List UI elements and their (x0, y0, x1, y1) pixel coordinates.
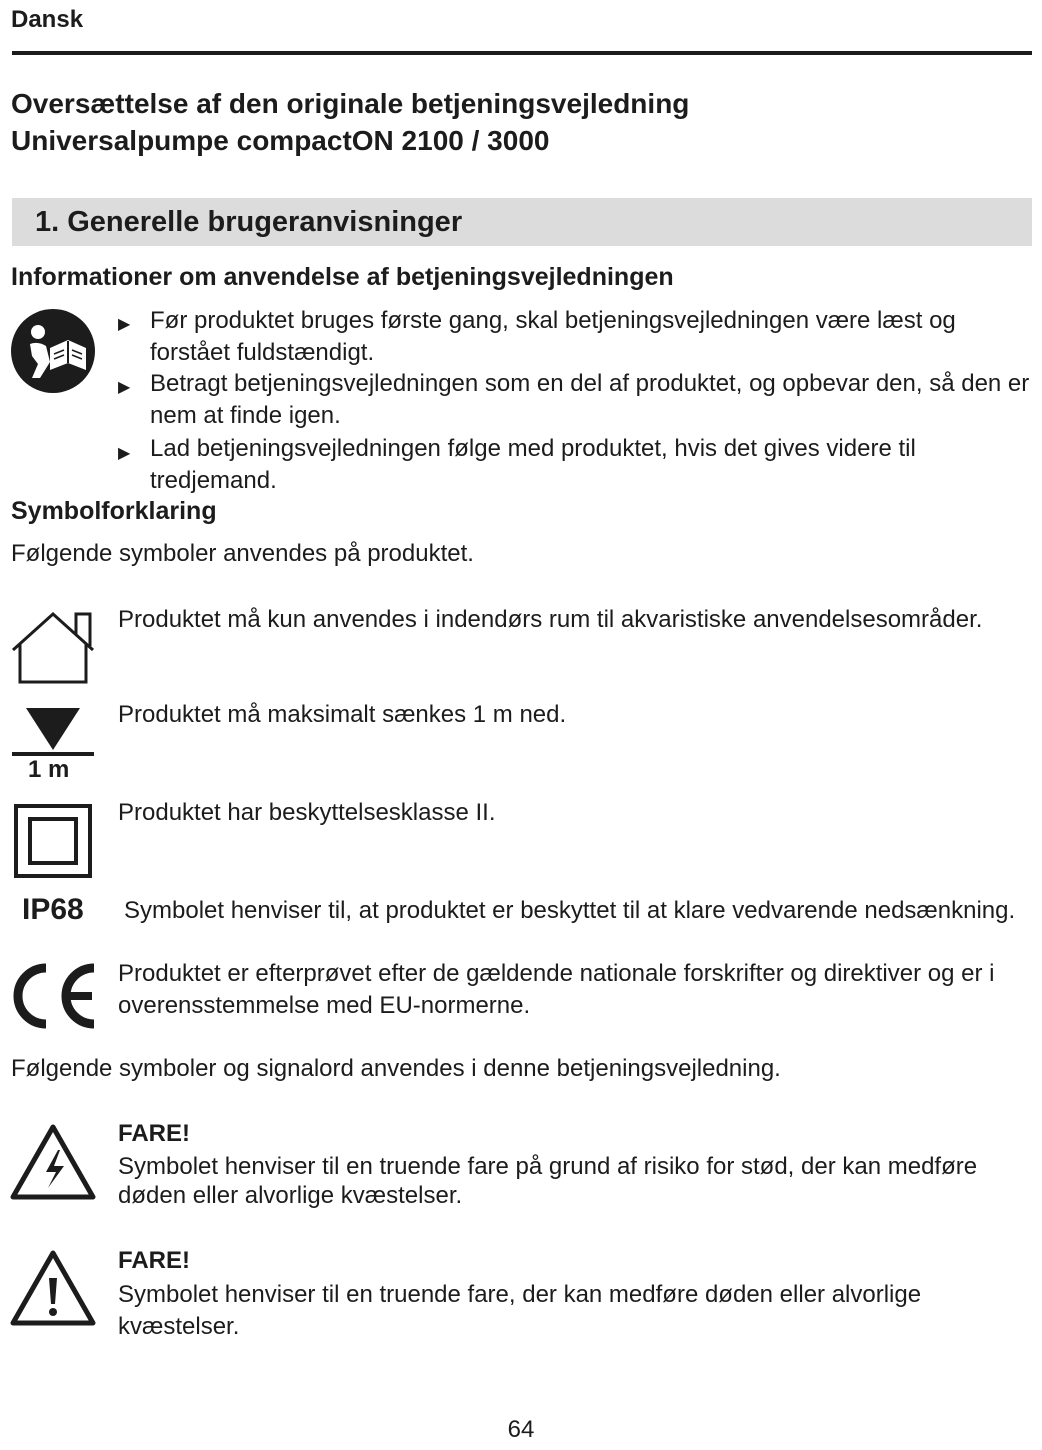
max-depth-icon (10, 706, 96, 758)
bullet-item: Før produktet bruges første gang, skal betjeningsvejledningen være læst og forstået fuldstændigt. (150, 307, 956, 366)
symbol-text-depth: Produktet må maksimalt sænkes 1 m ned. (118, 701, 567, 728)
bullet-item: Lad betjeningsvejledningen følge med produktet, hvis det gives videre til tredjemand. (150, 435, 916, 494)
electric-hazard-icon (10, 1124, 96, 1200)
document-title: Oversættelse af den originale betjeningsvejledning (11, 88, 690, 119)
protection-class-ii-icon (14, 804, 92, 878)
header-rule (12, 51, 1032, 55)
symbol-text-ce: Produktet er efterprøvet efter de gældende nationale forskrifter og direktiver og er i overensstemmelse med EU-normerne. (118, 960, 995, 1019)
signal-word: FARE! (118, 1247, 190, 1274)
symbol-text-class-ii: Produktet har beskyttelsesklasse II. (118, 799, 496, 826)
general-warning-icon (10, 1250, 96, 1326)
signal-word: FARE! (118, 1120, 190, 1147)
ce-mark-icon (10, 962, 98, 1030)
info-heading: Informationer om anvendelse af betjeningsvejledningen (11, 263, 674, 291)
product-title: Universalpumpe compactON 2100 / 3000 (11, 125, 550, 156)
symbols-intro: Følgende symboler anvendes på produktet. (11, 540, 474, 567)
language-label: Dansk (11, 6, 84, 33)
bullet-marker: ▶ (118, 379, 131, 396)
bullet-item: Betragt betjeningsvejledningen som en del af produktet, og opbevar den, så den er nem at finde igen. (150, 370, 1030, 429)
read-manual-icon (10, 308, 96, 394)
signals-intro: Følgende symboler og signalord anvendes i denne betjeningsvejledning. (11, 1055, 781, 1082)
depth-label: 1 m (28, 756, 70, 783)
symbol-text-ip68: Symbolet henviser til, at produktet er beskyttet til at klare vedvarende nedsænkning. (124, 897, 1016, 924)
signal-text-electric: Symbolet henviser til en truende fare på grund af risiko for stød, der kan medføre døden eller alvorlige kvæstelser. (118, 1153, 978, 1209)
indoor-house-icon (10, 610, 96, 684)
bullet-marker: ▶ (118, 316, 131, 333)
ip68-label: IP68 (22, 893, 84, 926)
section-heading: 1. Generelle brugeranvisninger (35, 206, 463, 238)
page-number: 64 (507, 1416, 535, 1443)
symbols-heading: Symbolforklaring (11, 497, 217, 525)
signal-text-general: Symbolet henviser til en truende fare, der kan medføre døden eller alvorlige kvæstelser. (118, 1281, 922, 1340)
symbol-text-indoor: Produktet må kun anvendes i indendørs rum til akvaristiske anvendelsesområder. (118, 606, 983, 633)
bullet-marker: ▶ (118, 445, 131, 462)
